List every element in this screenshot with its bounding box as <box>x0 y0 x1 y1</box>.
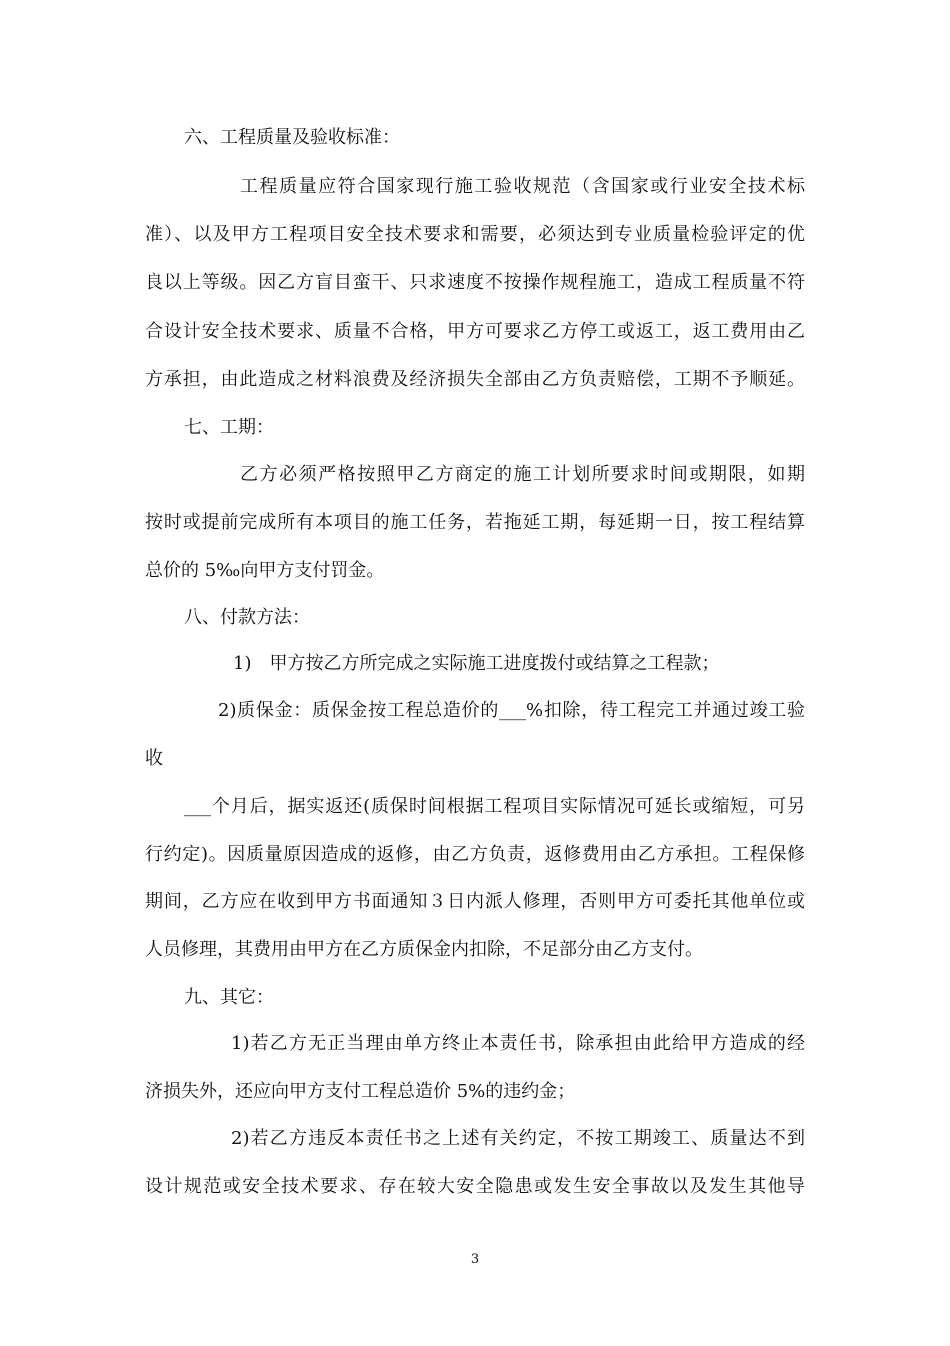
paragraph-line: 设计规范或安全技术要求、存在较大安全隐患或发生安全事故以及发生其他导 <box>145 1176 805 1197</box>
paragraph-line: 行约定)。因质量原因造成的返修，由乙方负责，返修费用由乙方承担。工程保修 <box>145 844 805 865</box>
paragraph-line: ___个月后，据实返还(质保时间根据工程项目实际情况可延长或缩短，可另 <box>184 796 805 817</box>
list-item: 2)若乙方违反本责任书之上述有关约定，不按工期竣工、质量达不到 <box>231 1128 805 1149</box>
paragraph-line: 乙方必须严格按照甲乙方商定的施工计划所要求时间或期限，如期 <box>240 464 805 485</box>
list-item: 1)若乙方无正当理由单方终止本责任书，除承担由此给甲方造成的经 <box>231 1033 805 1054</box>
paragraph-line: 良以上等级。因乙方盲目蛮干、只求速度不按操作规程施工，造成工程质量不符 <box>145 272 805 293</box>
list-item: 1) 甲方按乙方所完成之实际施工进度拨付或结算之工程款； <box>233 653 720 674</box>
paragraph-line: 收 <box>145 748 163 769</box>
paragraph-line: 济损失外，还应向甲方支付工程总造价 5%的违约金； <box>145 1081 576 1102</box>
section-heading-schedule: 七、工期： <box>184 417 274 438</box>
paragraph-line: 期间，乙方应在收到甲方书面通知３日内派人修理，否则甲方可委托其他单位或 <box>145 891 805 912</box>
section-heading-payment: 八、付款方法： <box>184 607 310 628</box>
page-number: 3 <box>470 1252 480 1267</box>
paragraph-line: 总价的 5‰向甲方支付罚金。 <box>145 560 385 581</box>
paragraph-line: 合设计安全技术要求、质量不合格，甲方可要求乙方停工或返工，返工费用由乙 <box>145 321 805 342</box>
section-heading-other: 九、其它： <box>184 987 274 1008</box>
list-item: 2)质保金：质保金按工程总造价的___%扣除，待工程完工并通过竣工验 <box>218 700 805 721</box>
paragraph-line: 按时或提前完成所有本项目的施工任务，若拖延工期，每延期一日，按工程结算 <box>145 512 805 533</box>
paragraph-line: 方承担，由此造成之材料浪费及经济损失全部由乙方负责赔偿，工期不予顺延。 <box>145 369 805 390</box>
section-heading-quality: 六、工程质量及验收标准： <box>184 127 400 148</box>
paragraph-line: 人员修理，其费用由甲方在乙方质保金内扣除，不足部分由乙方支付。 <box>145 939 703 960</box>
paragraph-line: 工程质量应符合国家现行施工验收规范（含国家或行业安全技术标 <box>240 176 805 197</box>
paragraph-line: 准）、以及甲方工程项目安全技术要求和需要，必须达到专业质量检验评定的优 <box>145 224 805 245</box>
